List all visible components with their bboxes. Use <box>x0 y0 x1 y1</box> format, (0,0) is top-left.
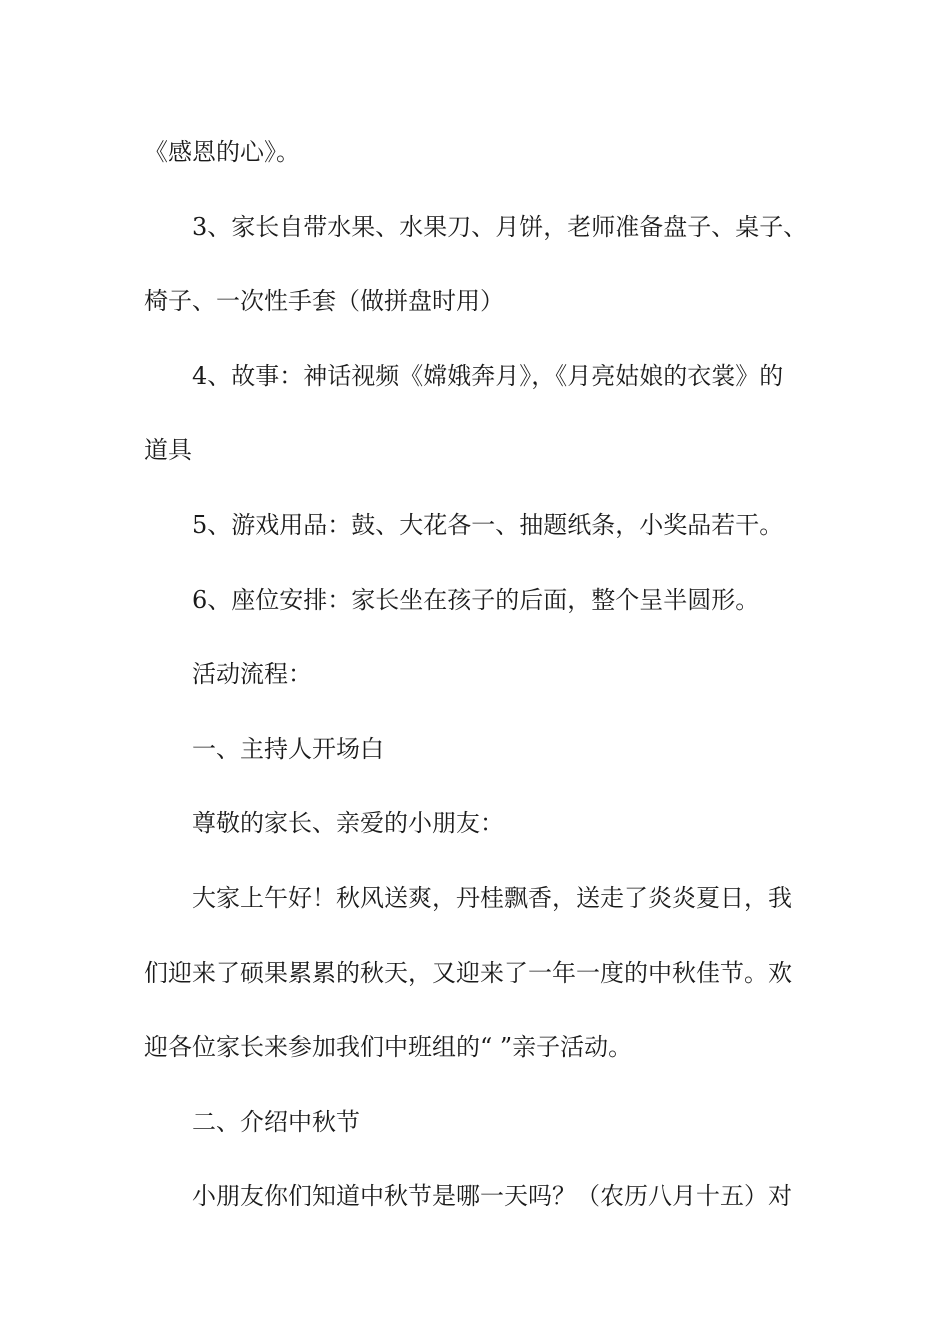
section-heading: 二、介绍中秋节 <box>192 1108 360 1136</box>
section-heading: 一、主持人开场白 <box>192 735 384 763</box>
text-line: 5、游戏用品：鼓、大花各一、抽题纸条，小奖品若干。 <box>192 511 784 539</box>
text-line: 《感恩的心》。 <box>144 138 300 166</box>
text-line: 3、家长自带水果、水果刀、月饼，老师准备盘子、桌子、 <box>192 213 808 241</box>
text-line: 道具 <box>144 436 192 464</box>
text-line: 迎各位家长来参加我们中班组的“ ”亲子活动。 <box>144 1033 633 1061</box>
section-heading: 活动流程： <box>192 660 312 688</box>
text-line: 6、座位安排：家长坐在孩子的后面，整个呈半圆形。 <box>192 586 760 614</box>
text-line: 小朋友你们知道中秋节是哪一天吗？（农历八月十五）对 <box>192 1182 792 1210</box>
text-line: 尊敬的家长、亲爱的小朋友： <box>192 809 504 837</box>
text-line: 们迎来了硕果累累的秋天，又迎来了一年一度的中秋佳节。欢 <box>144 959 792 987</box>
text-line: 4、故事：神话视频《嫦娥奔月》，《月亮姑娘的衣裳》的 <box>192 362 784 390</box>
text-line: 椅子、一次性手套（做拼盘时用） <box>144 287 504 315</box>
text-line: 大家上午好！秋风送爽，丹桂飘香，送走了炎炎夏日，我 <box>192 884 792 912</box>
